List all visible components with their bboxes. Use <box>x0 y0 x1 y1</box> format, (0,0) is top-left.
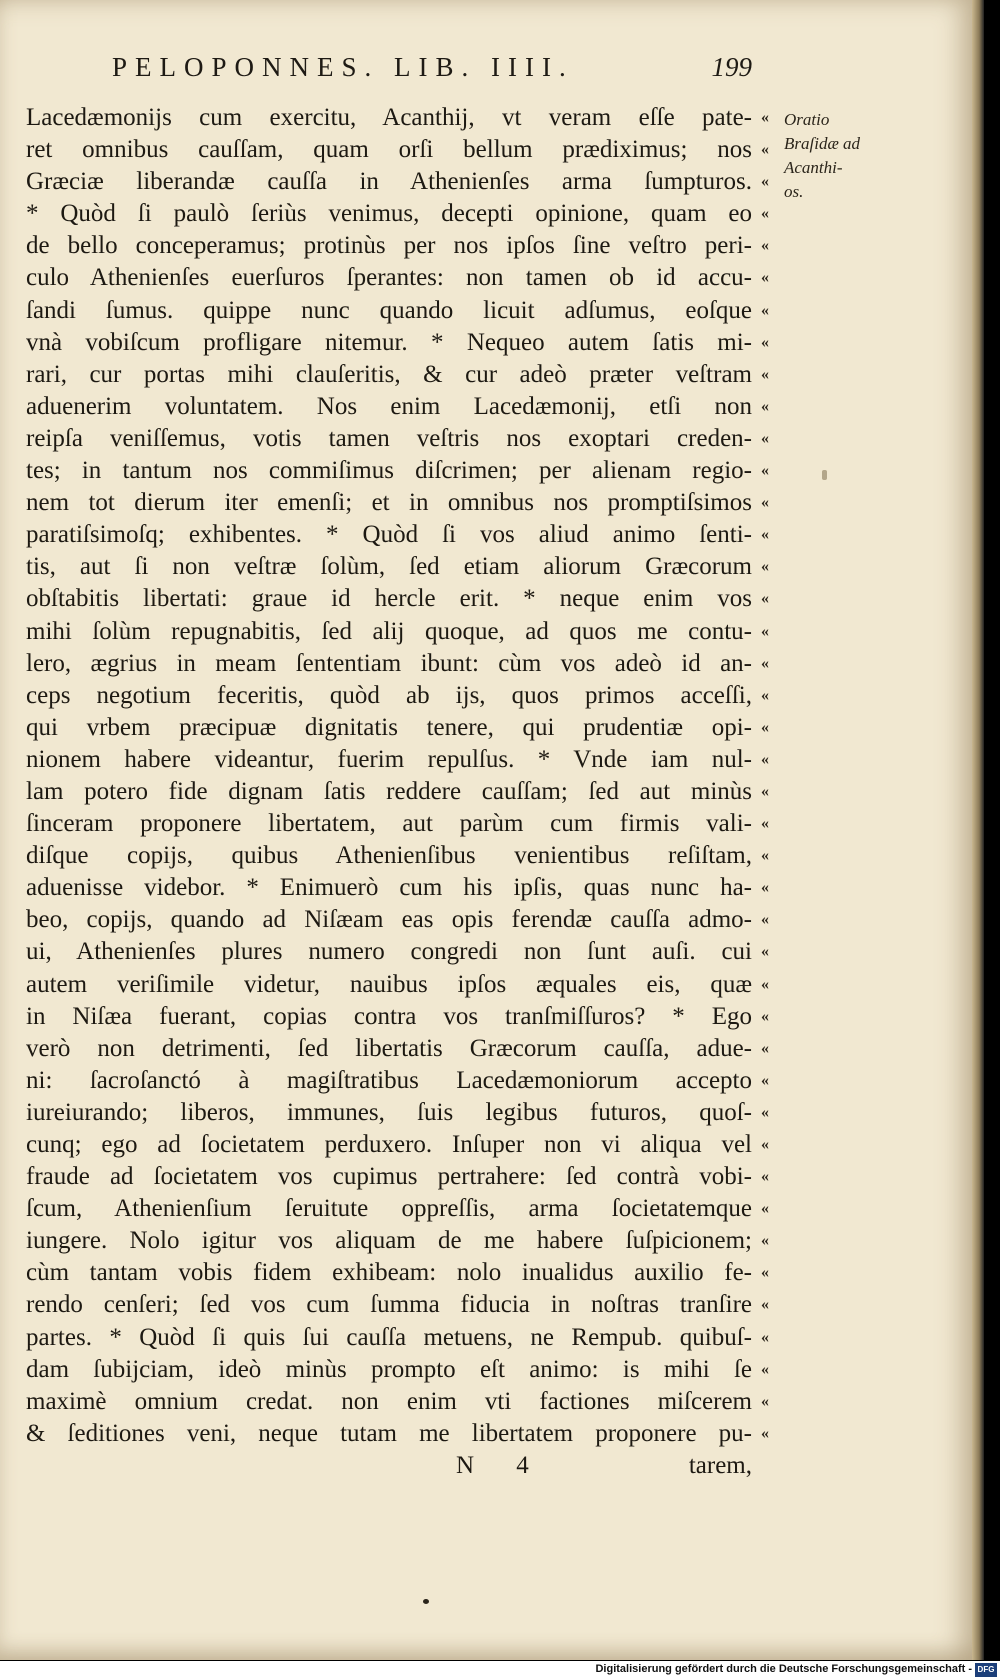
quotation-mark: « <box>761 494 769 512</box>
text-line: paratiſsimoſq; exhibentes. * Quòd ſi vos aliud animo ſenti- <box>26 521 752 549</box>
text-line: mihi ſolùm repugnabitis, ſed alij quoque, ad quos me contu- <box>26 617 752 645</box>
text-line: ret omnibus cauſſam, quam orſi bellum prædiximus; nos <box>26 136 752 164</box>
text-line: * Quòd ſi paulò ſeriùs venimus, decepti opinione, quam eo <box>26 200 752 228</box>
text-line: iungere. Nolo igitur vos aliquam de me habere ſuſpicionem; <box>26 1227 752 1255</box>
text-line: ſcum, Athenienſium ſeruitute oppreſſis, arma ſocietatemque <box>26 1195 752 1223</box>
quotation-mark: « <box>761 1103 769 1121</box>
text-line: cunq; ego ad ſocietatem perduxero. Inſuper non vi aliqua vel <box>26 1131 752 1158</box>
text-line: vnà vobiſcum profligare nitemur. * Nequeo autem ſatis mi- <box>26 328 752 356</box>
marginal-note-line: Oratio <box>784 110 830 129</box>
quotation-mark: « <box>761 173 769 191</box>
quotation-mark: « <box>761 462 769 480</box>
page-number: 199 <box>711 52 752 82</box>
text-line: partes. * Quòd ſi quis ſui cauſſa metuens, ne Rempub. quibuſ- <box>26 1323 752 1351</box>
text-line: lero, ægrius in meam ſententiam ibunt: cùm vos adeò id an- <box>26 649 752 677</box>
text-line: verò non detrimenti, ſed libertatis Græcorum cauſſa, adue- <box>26 1034 752 1062</box>
text-line: diſque copijs, quibus Athenienſibus venientibus reſiſtam, <box>26 842 752 870</box>
quotation-mark: « <box>761 141 769 159</box>
quotation-mark: « <box>761 975 769 993</box>
quotation-mark: « <box>761 1168 769 1186</box>
text-line: ni: ſacroſanctó à magiſtratibus Lacedæmoniorum accepto <box>26 1066 752 1094</box>
quotation-mark: « <box>761 333 769 351</box>
marginal-note <box>784 108 880 204</box>
text-line: autem veriſimile videtur, nauibus ipſos æquales eis, quæ <box>26 970 752 998</box>
text-line: iureiurando; liberos, immunes, ſuis legibus futuros, quoſ- <box>26 1098 752 1126</box>
quotation-mark: « <box>761 1360 769 1378</box>
quotation-mark: « <box>761 1007 769 1025</box>
text-line: ui, Athenienſes plures numero congredi non ſunt auſi. cui <box>26 938 752 966</box>
digitization-credit-bar <box>0 1661 1000 1679</box>
text-line: dam ſubijciam, ideò minùs prompto eſt animo: is mihi ſe <box>26 1355 752 1383</box>
text-line: nionem habere videantur, fuerim repulſus. * Vnde iam nul- <box>26 745 752 773</box>
quotation-mark: « <box>761 590 769 608</box>
quotation-mark: « <box>761 622 769 640</box>
ink-dot <box>423 1599 429 1604</box>
quotation-mark: « <box>761 397 769 415</box>
quotation-mark: « <box>761 943 769 961</box>
quotation-mark: « <box>761 847 769 865</box>
quotation-marks-column <box>755 102 775 1450</box>
text-line: Græciæ liberandæ cauſſa in Athenienſes arma ſumpturos. <box>26 168 752 196</box>
quotation-mark: « <box>761 301 769 319</box>
quotation-mark: « <box>761 782 769 800</box>
quotation-mark: « <box>761 1136 769 1153</box>
quotation-mark: « <box>761 1200 769 1218</box>
text-line: ceps negotium feceritis, quòd ab ijs, quos primos acceſſi, <box>26 681 752 709</box>
quotation-mark: « <box>761 1264 769 1282</box>
quotation-mark: « <box>761 815 769 833</box>
text-line: culo Athenienſes euerſuros ſperantes: non tamen ob id accu- <box>26 264 752 292</box>
text-line: tis, aut ſi non veſtræ ſolùm, ſed etiam aliorum Græcorum <box>26 553 752 581</box>
text-line: ſinceram proponere libertatem, aut parùm cum firmis vali- <box>26 810 752 838</box>
digitization-credit-text: Digitalisierung gefördert durch die Deutsche Forschungsgemeinschaft - <box>595 1663 972 1675</box>
quotation-mark: « <box>761 1039 769 1057</box>
page-edge <box>972 0 984 1660</box>
text-line: aduenerim voluntatem. Nos enim Lacedæmonij, etſi non <box>26 392 752 420</box>
text-line: beo, copijs, quando ad Niſæam eas opis ferendæ cauſſa admo- <box>26 906 752 934</box>
quotation-mark: « <box>761 1328 769 1346</box>
marginal-note-line: Braſidæ ad <box>784 134 861 153</box>
quotation-mark: « <box>761 1296 769 1314</box>
signature-mark: N 4 <box>456 1452 547 1479</box>
text-line: rari, cur portas mihi clauſeritis, & cur adeò præter veſtram <box>26 360 752 388</box>
quotation-mark: « <box>761 1424 769 1442</box>
text-line: rendo cenſeri; ſed vos cum ſumma fiducia in noſtras tranſire <box>26 1291 752 1319</box>
text-line: tes; in tantum nos commiſimus diſcrimen; per alienam regio- <box>26 457 752 485</box>
dfg-logo-icon: DFG <box>975 1663 997 1677</box>
text-line: lam potero fide dignam ſatis reddere cauſſam; ſed aut minùs <box>26 777 752 805</box>
text-line: fraude ad ſocietatem vos cupimus pertrahere: ſed contrà vobi- <box>26 1163 752 1191</box>
quotation-mark: « <box>761 654 769 672</box>
quotation-mark: « <box>761 718 769 736</box>
quotation-mark: « <box>761 686 769 704</box>
quotation-mark: « <box>761 879 769 897</box>
catchword: tarem, <box>688 1452 752 1479</box>
quotation-mark: « <box>761 1071 769 1089</box>
text-line: obſtabitis libertati: graue id hercle erit. * neque enim vos <box>26 585 752 613</box>
quotation-mark: « <box>761 1232 769 1250</box>
quotation-mark: « <box>761 269 769 287</box>
marginal-note-line: os. <box>784 182 804 201</box>
body-text <box>26 102 752 1450</box>
quotation-mark: « <box>761 526 769 544</box>
quotation-mark: « <box>761 365 769 383</box>
text-line: reipſa veniſſemus, votis tamen veſtris nos exoptari creden- <box>26 424 752 452</box>
paper-stain <box>822 470 827 480</box>
text-line: nem tot dierum iter emenſi; et in omnibus nos promptiſsimos <box>26 489 752 517</box>
text-line: aduenisse videbor. * Enimuerò cum his ipſis, quas nunc ha- <box>26 874 752 902</box>
text-line: qui vrbem præcipuæ dignitatis tenere, qui prudentiæ opi- <box>26 713 752 741</box>
quotation-mark: « <box>761 558 769 576</box>
quotation-mark: « <box>761 205 769 223</box>
text-line: ſandi ſumus. quippe nunc quando licuit adſumus, eoſque <box>26 296 752 324</box>
quotation-mark: « <box>761 911 769 929</box>
text-line: de bello conceperamus; protinùs per nos ipſos ſine veſtro peri- <box>26 232 752 260</box>
quotation-mark: « <box>761 1392 769 1410</box>
running-head: PELOPONNES. LIB. IIII. <box>112 52 574 82</box>
page-footer <box>26 1452 752 1486</box>
marginal-note-line: Acanthi- <box>784 158 843 177</box>
quotation-mark: « <box>761 237 769 255</box>
text-line: & ſeditiones veni, neque tutam me libertatem proponere pu- <box>26 1419 752 1447</box>
text-line: maximè omnium credat. non enim vti factiones miſcerem <box>26 1387 752 1415</box>
quotation-mark: « <box>761 109 769 126</box>
page-header <box>112 52 752 92</box>
quotation-mark: « <box>761 750 769 768</box>
text-line: cùm tantam vobis fidem exhibeam: nolo inualidus auxilio fe- <box>26 1259 752 1287</box>
text-line: Lacedæmonijs cum exercitu, Acanthij, vt veram eſſe pate- <box>26 104 752 131</box>
quotation-mark: « <box>761 429 769 447</box>
text-line: in Niſæa fuerant, copias contra vos tranſmiſſuros? * Ego <box>26 1002 752 1030</box>
